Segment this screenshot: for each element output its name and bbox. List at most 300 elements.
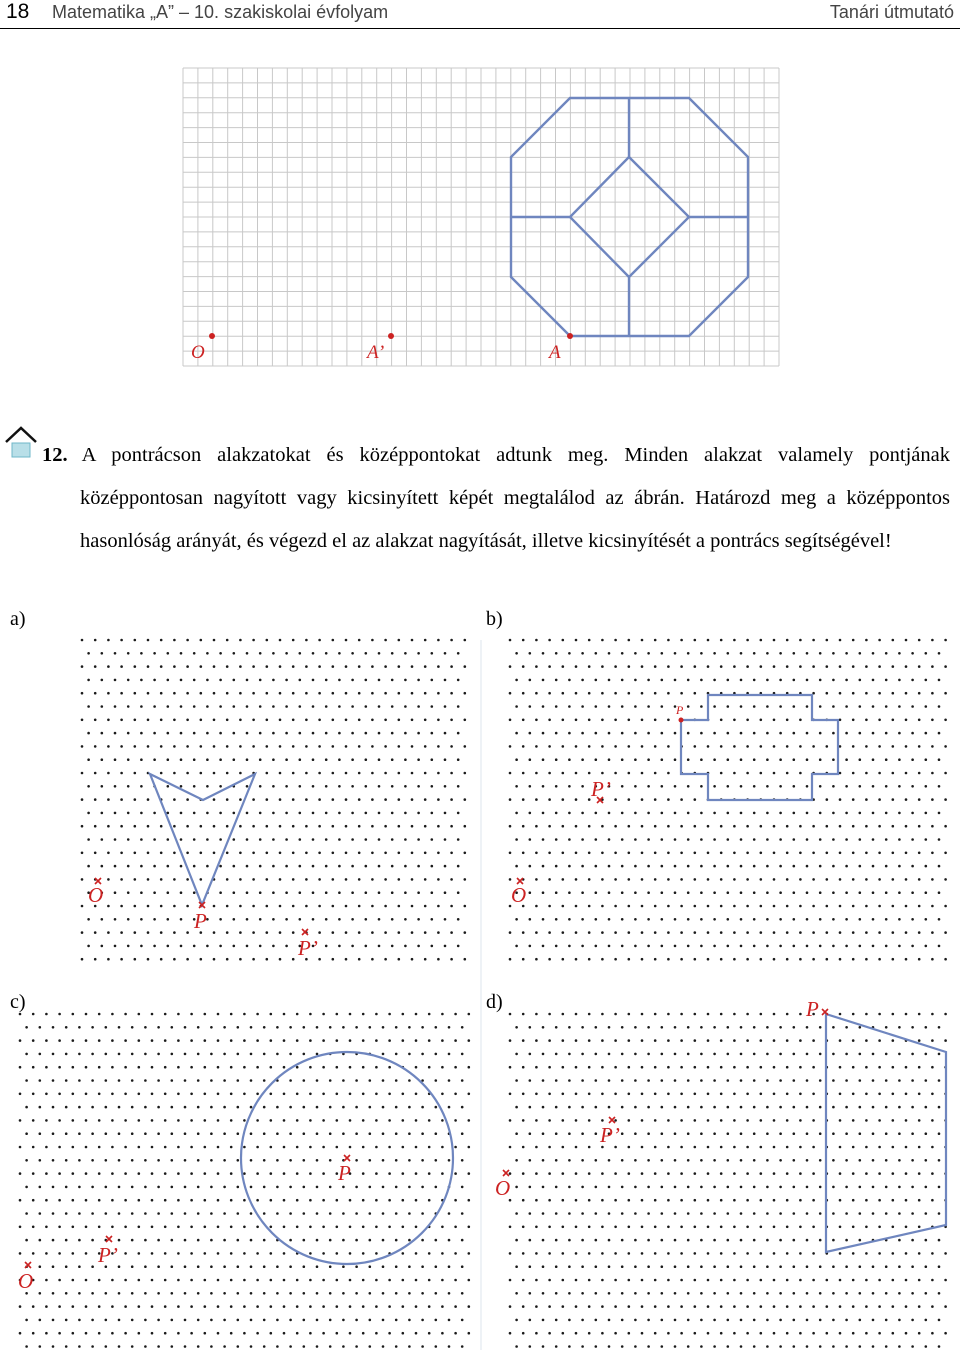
grid-dot [588, 1279, 591, 1282]
grid-dot [694, 1066, 697, 1069]
grid-dot [588, 1172, 591, 1175]
grid-dot [81, 665, 84, 668]
grid-dot [411, 958, 414, 961]
grid-dot [938, 1132, 941, 1135]
grid-dot [667, 1252, 670, 1255]
grid-dot [32, 1332, 35, 1335]
grid-dot [180, 918, 183, 921]
grid-dot [621, 705, 624, 708]
grid-dot [186, 639, 189, 642]
grid-dot [885, 1079, 888, 1082]
grid-dot [177, 1146, 180, 1149]
grid-dot [193, 732, 196, 735]
grid-dot [415, 1279, 418, 1282]
grid-dot [667, 665, 670, 668]
grid-dot [944, 1252, 947, 1255]
grid-dot [39, 1186, 42, 1189]
grid-dot [428, 1279, 431, 1282]
grid-dot [786, 852, 789, 855]
grid-dot [852, 1039, 855, 1042]
grid-dot [233, 732, 236, 735]
grid-dot [266, 852, 269, 855]
grid-dot [358, 825, 361, 828]
grid-dot [806, 1026, 809, 1029]
grid-dot [515, 865, 518, 868]
grid-dot [144, 1026, 147, 1029]
grid-dot [338, 865, 341, 868]
grid-dot [237, 1079, 240, 1082]
grid-dot [707, 1199, 710, 1202]
grid-dot [588, 1199, 591, 1202]
grid-dot [382, 1132, 385, 1135]
grid-dot [773, 665, 776, 668]
grid-dot [661, 1239, 664, 1242]
grid-dot [925, 1239, 928, 1242]
grid-dot [555, 1106, 558, 1109]
grid-dot [562, 1252, 565, 1255]
grid-dot [98, 1279, 101, 1282]
grid-dot [371, 878, 374, 881]
grid-dot [345, 878, 348, 881]
grid-dot [812, 1279, 815, 1282]
grid-dot [371, 931, 374, 934]
grid-dot [233, 652, 236, 655]
grid-dot [628, 958, 631, 961]
grid-dot [85, 1279, 88, 1282]
grid-dot [283, 1199, 286, 1202]
grid-dot [296, 1279, 299, 1282]
grid-dot [826, 905, 829, 908]
grid-dot [892, 719, 895, 722]
grid-dot [581, 1132, 584, 1135]
grid-dot [283, 1226, 286, 1229]
grid-dot [865, 931, 868, 934]
grid-dot [85, 1093, 88, 1096]
grid-dot [760, 931, 763, 934]
grid-dot [345, 639, 348, 642]
grid-dot [845, 705, 848, 708]
grid-dot [529, 1292, 532, 1295]
grid-dot [872, 812, 875, 815]
grid-dot [448, 1265, 451, 1268]
grid-dot [760, 1172, 763, 1175]
grid-dot [454, 1199, 457, 1202]
grid-dot [299, 785, 302, 788]
grid-dot [382, 1239, 385, 1242]
grid-dot [87, 679, 90, 682]
grid-dot [529, 679, 532, 682]
grid-dot [428, 1332, 431, 1335]
grid-dot [285, 785, 288, 788]
grid-dot [171, 1319, 174, 1322]
grid-dot [779, 1265, 782, 1268]
grid-dot [217, 1146, 220, 1149]
grid-dot [515, 812, 518, 815]
grid-dot [628, 931, 631, 934]
grid-dot [316, 1345, 319, 1348]
grid-dot [773, 1013, 776, 1016]
grid-dot [464, 692, 467, 695]
grid-dot [628, 745, 631, 748]
grid-dot [173, 665, 176, 668]
grid-dot [733, 639, 736, 642]
grid-dot [885, 705, 888, 708]
grid-dot [239, 905, 242, 908]
grid-dot [905, 772, 908, 775]
grid-dot [832, 1212, 835, 1215]
grid-dot [872, 1079, 875, 1082]
grid-dot [164, 1146, 167, 1149]
grid-dot [120, 825, 123, 828]
grid-dot [522, 1279, 525, 1282]
grid-dot [595, 1239, 598, 1242]
grid-dot [555, 1265, 558, 1268]
grid-dot [595, 679, 598, 682]
grid-dot [740, 1186, 743, 1189]
grid-dot [575, 1199, 578, 1202]
grid-dot [621, 1186, 624, 1189]
grid-dot [806, 1186, 809, 1189]
grid-dot [925, 865, 928, 868]
grid-dot [223, 1053, 226, 1056]
grid-dot [621, 891, 624, 894]
grid-dot [256, 1332, 259, 1335]
grid-dot [435, 1292, 438, 1295]
grid-dot [144, 1265, 147, 1268]
grid-dot [931, 1199, 934, 1202]
grid-dot [661, 652, 664, 655]
grid-dot [285, 891, 288, 894]
grid-dot [219, 838, 222, 841]
grid-dot [562, 931, 565, 934]
grid-dot [806, 1132, 809, 1135]
grid-dot [219, 812, 222, 815]
grid-dot [289, 1079, 292, 1082]
grid-dot [402, 1119, 405, 1122]
grid-dot [285, 679, 288, 682]
grid-dot [641, 745, 644, 748]
grid-dot [720, 1039, 723, 1042]
grid-dot [200, 878, 203, 881]
grid-dot [700, 1319, 703, 1322]
grid-dot [219, 652, 222, 655]
grid-dot [332, 665, 335, 668]
grid-dot [398, 878, 401, 881]
grid-dot [322, 1199, 325, 1202]
grid-dot [233, 758, 236, 761]
grid-dot [786, 1305, 789, 1308]
grid-dot [614, 1093, 617, 1096]
grid-dot [872, 679, 875, 682]
grid-dot [375, 1252, 378, 1255]
grid-dot [226, 639, 229, 642]
grid-dot [223, 1345, 226, 1348]
grid-dot [826, 931, 829, 934]
grid-dot [81, 852, 84, 855]
grid-dot [925, 1265, 928, 1268]
grid-dot [124, 1039, 127, 1042]
grid-dot [542, 891, 545, 894]
grid-dot [292, 931, 295, 934]
grid-dot [667, 1093, 670, 1096]
grid-dot [32, 1252, 35, 1255]
grid-dot [753, 1345, 756, 1348]
grid-dot [391, 891, 394, 894]
grid-dot [628, 1093, 631, 1096]
grid-dot [621, 918, 624, 921]
grid-dot [299, 652, 302, 655]
grid-dot [444, 838, 447, 841]
grid-dot [448, 1159, 451, 1162]
grid-dot [395, 1106, 398, 1109]
grid-dot [378, 891, 381, 894]
grid-dot [464, 958, 467, 961]
grid-dot [120, 958, 123, 961]
grid-dot [911, 705, 914, 708]
grid-dot [680, 1119, 683, 1122]
grid-dot [905, 692, 908, 695]
grid-dot [647, 1026, 650, 1029]
grid-dot [177, 1332, 180, 1335]
grid-dot [384, 745, 387, 748]
grid-dot [424, 692, 427, 695]
grid-dot [746, 665, 749, 668]
grid-dot [542, 732, 545, 735]
grid-dot [457, 812, 460, 815]
grid-dot [329, 1239, 332, 1242]
grid-dot [408, 1132, 411, 1135]
grid-dot [276, 1212, 279, 1215]
grid-dot [898, 838, 901, 841]
grid-dot [259, 891, 262, 894]
grid-dot [555, 1319, 558, 1322]
grid-dot [81, 692, 84, 695]
grid-dot [509, 719, 512, 722]
grid-dot [905, 1146, 908, 1149]
grid-dot [219, 758, 222, 761]
grid-dot [120, 905, 123, 908]
grid-dot [186, 878, 189, 881]
grid-dot [760, 639, 763, 642]
grid-dot [437, 745, 440, 748]
point-letters [18, 703, 819, 1293]
panel-a-shape [150, 774, 255, 905]
grid-dot [812, 931, 815, 934]
task-number: 12. [42, 444, 68, 466]
grid-dot [529, 1159, 532, 1162]
grid-dot [601, 1039, 604, 1042]
grid-dot [806, 1239, 809, 1242]
grid-dot [819, 785, 822, 788]
grid-dot [435, 1239, 438, 1242]
grid-dot [898, 1265, 901, 1268]
grid-dot [87, 785, 90, 788]
grid-dot [72, 1066, 75, 1069]
grid-dot [608, 758, 611, 761]
grid-dot [270, 1279, 273, 1282]
grid-dot [905, 1226, 908, 1229]
grid-dot [421, 1159, 424, 1162]
grid-dot [753, 945, 756, 948]
grid-dot [865, 1013, 868, 1016]
grid-dot [773, 1226, 776, 1229]
grid-dot [568, 891, 571, 894]
grid-dot [931, 1305, 934, 1308]
grid-dot [276, 1026, 279, 1029]
grid-dot [641, 825, 644, 828]
grid-dot [259, 918, 262, 921]
grid-dot [101, 679, 104, 682]
grid-dot [905, 825, 908, 828]
grid-dot [355, 1212, 358, 1215]
grid-dot [687, 705, 690, 708]
grid-dot [826, 798, 829, 801]
grid-dot [444, 679, 447, 682]
grid-dot [351, 758, 354, 761]
grid-dot [786, 905, 789, 908]
grid-dot [167, 785, 170, 788]
grid-dot [78, 1053, 81, 1056]
grid-dot [157, 1132, 160, 1135]
grid-dot [793, 1212, 796, 1215]
grid-dot [351, 652, 354, 655]
grid-dot [608, 1079, 611, 1082]
grid-dot [832, 918, 835, 921]
grid-dot [581, 785, 584, 788]
grid-dot [450, 639, 453, 642]
grid-dot [575, 1252, 578, 1255]
grid-dot [535, 1119, 538, 1122]
grid-dot [911, 945, 914, 948]
grid-dot [852, 852, 855, 855]
grid-dot [375, 1093, 378, 1096]
grid-dot [529, 891, 532, 894]
grid-dot [296, 1119, 299, 1122]
grid-dot [72, 1093, 75, 1096]
grid-dot [727, 812, 730, 815]
grid-dot [608, 945, 611, 948]
grid-dot [362, 1199, 365, 1202]
grid-dot [45, 1013, 48, 1016]
grid-dot [164, 1279, 167, 1282]
grid-dot [746, 639, 749, 642]
dot-grids [19, 639, 947, 1348]
grid-dot [289, 1265, 292, 1268]
grid-dot [147, 798, 150, 801]
grid-dot [601, 825, 604, 828]
grid-dot [852, 639, 855, 642]
grid-dot [872, 918, 875, 921]
grid-dot [529, 652, 532, 655]
grid-dot [753, 652, 756, 655]
grid-dot [542, 1292, 545, 1295]
grid-dot [885, 1345, 888, 1348]
grid-dot [39, 1132, 42, 1135]
grid-dot [388, 1093, 391, 1096]
grid-dot [217, 1305, 220, 1308]
grid-dot [694, 1146, 697, 1149]
grid-dot [601, 1199, 604, 1202]
grid-dot [766, 1026, 769, 1029]
grid-dot [799, 1279, 802, 1282]
grid-dot [786, 1093, 789, 1096]
grid-dot [226, 772, 229, 775]
grid-dot [111, 1013, 114, 1016]
grid-dot [614, 1013, 617, 1016]
grid-dot [845, 891, 848, 894]
grid-dot [614, 905, 617, 908]
grid-dot [435, 1106, 438, 1109]
grid-dot [204, 1119, 207, 1122]
grid-dot [918, 1093, 921, 1096]
grid-dot [911, 785, 914, 788]
grid-dot [342, 1265, 345, 1268]
grid-dot [272, 785, 275, 788]
grid-dot [91, 1106, 94, 1109]
grid-dot [905, 1332, 908, 1335]
grid-dot [204, 1146, 207, 1149]
marker-b-P [679, 718, 684, 723]
grid-dot [151, 1066, 154, 1069]
grid-dot [839, 852, 842, 855]
grid-dot [773, 958, 776, 961]
grid-dot [568, 812, 571, 815]
grid-dot [944, 719, 947, 722]
grid-dot [325, 945, 328, 948]
c-Pp-letter: P’ [98, 1243, 118, 1267]
grid-dot [388, 1066, 391, 1069]
grid-dot [39, 1079, 42, 1082]
grid-dot [548, 745, 551, 748]
grid-dot [661, 758, 664, 761]
grid-dot [865, 1039, 868, 1042]
grid-dot [87, 865, 90, 868]
grid-dot [911, 918, 914, 921]
grid-dot [153, 652, 156, 655]
grid-dot [200, 772, 203, 775]
grid-dot [733, 1332, 736, 1335]
grid-dot [575, 665, 578, 668]
grid-dot [892, 665, 895, 668]
grid-dot [230, 1226, 233, 1229]
grid-dot [799, 772, 802, 775]
grid-dot [468, 1252, 471, 1255]
grid-dot [680, 825, 683, 828]
grid-dot [252, 798, 255, 801]
grid-dot [905, 1279, 908, 1282]
grid-dot [806, 732, 809, 735]
grid-dot [654, 1119, 657, 1122]
grid-dot [45, 1066, 48, 1069]
grid-dot [779, 732, 782, 735]
grid-dot [375, 1199, 378, 1202]
grid-dot [147, 878, 150, 881]
grid-dot [355, 1132, 358, 1135]
grid-dot [160, 745, 163, 748]
grid-dot [575, 1066, 578, 1069]
grid-dot [760, 1146, 763, 1149]
grid-dot [647, 1079, 650, 1082]
grid-dot [144, 1132, 147, 1135]
grid-dot [468, 1172, 471, 1175]
grid-dot [454, 1172, 457, 1175]
grid-dot [384, 798, 387, 801]
grid-dot [581, 758, 584, 761]
grid-dot [727, 918, 730, 921]
grid-dot [259, 652, 262, 655]
grid-dot [713, 1265, 716, 1268]
grid-dot [213, 692, 216, 695]
